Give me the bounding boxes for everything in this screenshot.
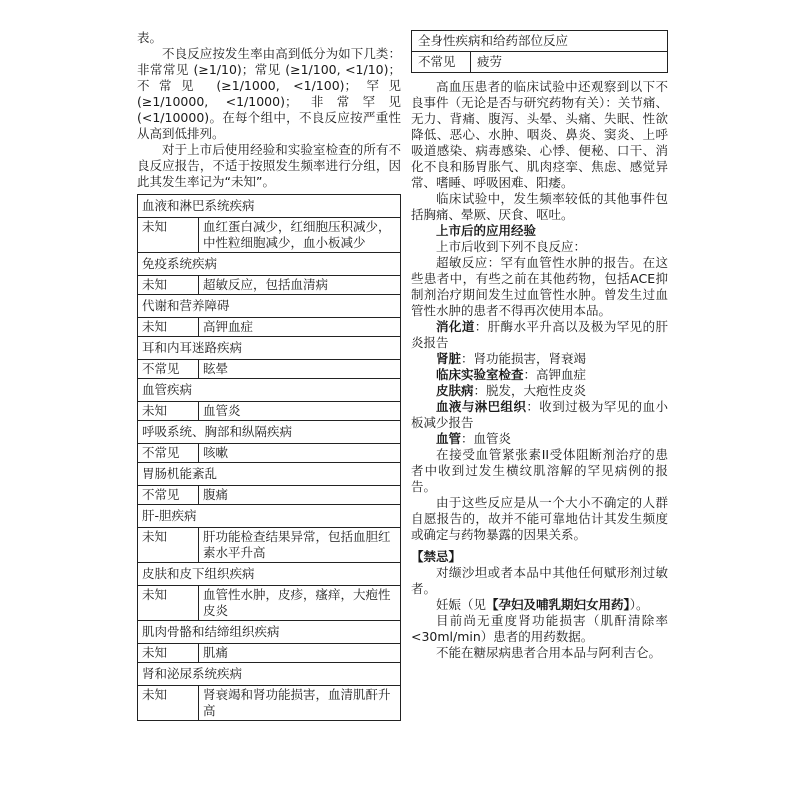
table-row	[412, 31, 668, 52]
soc-heading: 血管疾病	[138, 379, 401, 402]
table-row	[138, 621, 401, 644]
table-row	[138, 337, 401, 360]
post-marketing-intro: 上市后收到下列不良反应：	[436, 239, 587, 254]
soc-heading: 肝-胆疾病	[138, 505, 401, 528]
table-row	[138, 402, 401, 421]
right-column	[411, 30, 668, 661]
table-row	[138, 563, 401, 586]
skin-label: 皮肤病	[436, 383, 474, 398]
pregnancy-text: 妊娠（见	[436, 597, 487, 612]
event-cell: 腹痛	[199, 486, 401, 505]
table-row	[138, 318, 401, 337]
soc-heading: 耳和内耳迷路疾病	[138, 337, 401, 360]
frequency-cell: 未知	[138, 586, 199, 621]
digestive-label: 消化道	[436, 319, 475, 334]
vessel-label: 血管	[436, 431, 462, 446]
event-cell: 咳嗽	[199, 444, 401, 463]
kidney-label: 肾脏	[436, 351, 462, 366]
soc-heading: 胃肠机能紊乱	[138, 463, 401, 486]
table-row	[138, 444, 401, 463]
frequency-cell: 未知	[138, 318, 199, 337]
soc-heading: 免疫系统疾病	[138, 253, 401, 276]
soc-heading: 肌肉骨骼和结缔组织疾病	[138, 621, 401, 644]
clinical-trial-events-paragraph: 高血压患者的临床试验中还观察到以下不良事件（无论是否与研究药物有关）：关节痛、无力、背痛、腹泻、头晕、头痛、失眠、性欲降低、恶心、水肿、咽炎、鼻炎、窦炎、上呼吸道感染、病毒感染、心悸、便秘、口干、消化不良和肠胃胀气、肌肉痉挛、焦虑、感觉异常、嗜睡、呼吸困难、阳痿。	[411, 79, 668, 190]
table-row	[138, 295, 401, 318]
blood-text: ：收到过极为罕见的血小板减少报告	[411, 399, 668, 430]
frequency-cell: 不常见	[412, 52, 471, 73]
table-row	[138, 276, 401, 295]
event-cell: 疲劳	[471, 52, 668, 73]
soc-heading: 皮肤和皮下组织疾病	[138, 563, 401, 586]
table-row	[138, 528, 401, 563]
table-row	[138, 686, 401, 721]
table-row	[138, 505, 401, 528]
lab-paragraph	[411, 367, 668, 383]
hypersensitivity-paragraph: 超敏反应：罕有血管性水肿的报告。在这些患者中，有些之前在其他药物，包括ACE抑制剂治疗期间发生过血管性水肿。曾发生过血管性水肿的患者不得再次使用本品。	[411, 255, 668, 318]
general-disorders-table	[411, 30, 668, 73]
voluntary-report-paragraph: 由于这些反应是从一个大小不确定的人群自愿报告的，故并不能可靠地估计其发生频度或确定与药物暴露的因果关系。	[411, 495, 668, 542]
lab-text: ：高钾血症	[523, 367, 587, 382]
table-row	[138, 586, 401, 621]
pregnancy-section-ref: 【孕妇及哺乳期妇女用药】	[486, 597, 630, 612]
contraindication-1: 对缬沙坦或者本品中其他任何赋形剂过敏者。	[411, 565, 668, 596]
table-row	[412, 52, 668, 73]
frequency-cell: 未知	[138, 644, 199, 663]
adverse-reaction-table	[137, 194, 401, 721]
frequency-cell: 不常见	[138, 360, 199, 379]
soc-heading: 呼吸系统、胸部和纵隔疾病	[138, 421, 401, 444]
frequency-cell: 未知	[138, 686, 199, 721]
vessel-paragraph	[411, 431, 668, 447]
table-row	[138, 253, 401, 276]
frequency-definition-paragraph: 不良反应按发生率由高到低分为如下几类：非常常见 (≥1/10)；常见 (≥1/100, <1/10)；不常见 (≥1/1000, <1/100)；罕见 (≥1/10000, <1/1000)；非常罕见 (<1/10000)。在每个组中，不良反应按严重性从高到低排列。	[137, 46, 401, 141]
event-cell: 血管炎	[199, 402, 401, 421]
event-cell: 肌痛	[199, 644, 401, 663]
contraindication-2	[411, 597, 668, 613]
event-cell: 高钾血症	[199, 318, 401, 337]
rhabdomyolysis-paragraph: 在接受血管紧张素II受体阻断剂治疗的患者中收到过发生横纹肌溶解的罕见病例的报告。	[411, 447, 668, 494]
contraindications-heading: 【禁忌】	[411, 549, 462, 564]
table-row	[138, 421, 401, 444]
post-marketing-note-paragraph: 对于上市后使用经验和实验室检查的所有不良反应报告，不适于按照发生频率进行分组，因此其发生率记为“未知”。	[137, 142, 401, 189]
frequency-cell: 不常见	[138, 444, 199, 463]
table-row	[138, 379, 401, 402]
post-marketing-heading: 上市后的应用经验	[436, 223, 537, 238]
event-cell: 超敏反应，包括血清病	[199, 276, 401, 295]
left-column	[137, 30, 401, 721]
soc-heading: 代谢和营养障碍	[138, 295, 401, 318]
event-cell: 血红蛋白减少，红细胞压积减少，中性粒细胞减少，血小板减少	[199, 218, 401, 253]
event-cell: 肾衰竭和肾功能损害，血清肌酐升高	[199, 686, 401, 721]
other-events-paragraph: 临床试验中，发生频率较低的其他事件包括胸痛、晕厥、厌食、呕吐。	[411, 191, 668, 222]
frequency-cell: 不常见	[138, 486, 199, 505]
lab-label: 临床实验室检查	[436, 367, 524, 382]
event-cell: 眩晕	[199, 360, 401, 379]
soc-heading: 肾和泌尿系统疾病	[138, 663, 401, 686]
table-row	[138, 195, 401, 218]
skin-text: ：脱发，大疱性皮炎	[473, 383, 587, 398]
skin-paragraph	[411, 383, 668, 399]
table-row	[138, 218, 401, 253]
digestive-paragraph	[411, 319, 668, 351]
frequency-cell: 未知	[138, 528, 199, 563]
table-row	[138, 663, 401, 686]
table-row	[138, 360, 401, 379]
event-cell: 肝功能检查结果异常，包括血胆红素水平升高	[199, 528, 401, 563]
kidney-paragraph	[411, 351, 668, 367]
table-row	[138, 644, 401, 663]
event-cell: 血管性水肿，皮疹，瘙痒，大疱性皮炎	[199, 586, 401, 621]
table-row	[138, 463, 401, 486]
frequency-cell: 未知	[138, 218, 199, 253]
contraindication-3: 目前尚无重度肾功能损害（肌酐清除率<30ml/min）患者的用药数据。	[411, 613, 668, 644]
kidney-text: ：肾功能损害，肾衰竭	[461, 351, 587, 366]
soc-heading: 全身性疾病和给药部位反应	[412, 31, 668, 52]
vessel-text: ：血管炎	[461, 431, 512, 446]
digestive-text: ：肝酶水平升高以及极为罕见的肝炎报告	[411, 319, 668, 350]
blood-paragraph	[411, 399, 668, 431]
contraindication-4: 不能在糖尿病患者合用本品与阿利吉仑。	[436, 645, 662, 660]
frequency-cell: 未知	[138, 402, 199, 421]
continued-text: 表。	[137, 30, 163, 45]
pregnancy-text-end: ）。	[629, 597, 649, 612]
table-row	[138, 486, 401, 505]
blood-label: 血液与淋巴组织	[436, 399, 527, 414]
frequency-cell: 未知	[138, 276, 199, 295]
soc-heading: 血液和淋巴系统疾病	[138, 195, 401, 218]
